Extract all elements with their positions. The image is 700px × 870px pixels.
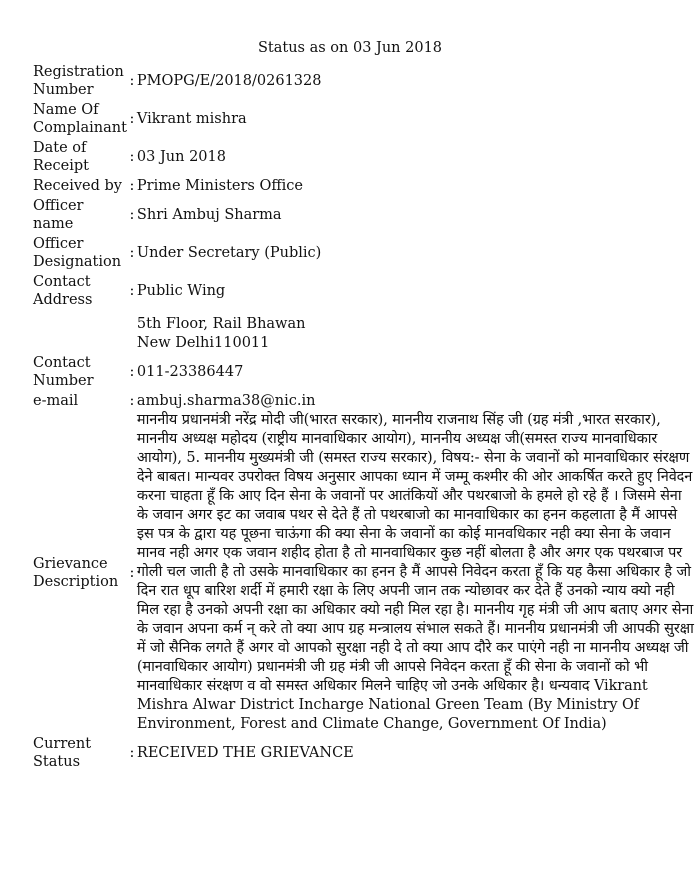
separator: : [129,564,135,581]
separator: : [129,364,135,380]
separator: : [129,283,135,299]
value-email: ambuj.sharma38@nic.in [136,392,316,409]
separator: : [129,207,135,223]
label-contact-address: Contact Address [33,274,93,308]
value-grievance-description: माननीय प्रधानमंत्री नरेंद्र मोदी जी(भारत सरकार), माननीय राजनाथ सिंह जी (ग्रह मंत्री ,भारत सरकार), माननीय अध्यक्ष महोदय (राष्ट्रीय मानवाधिकार आयोग), माननीय अध्यक्ष जी(समस्त राज्य मानवाधिकार आयोग), 5. माननीय मुख्यमंत्री जी (समस्त राज्य सरकार), विषय:- सेना के जवानों को मानवाधिकार संरक्षण देने बाबत। मान्यवर उपरोक्त विषय अनुसार आपका ध्यान में जम्मू कश्मीर की ओर आकर्षित करते हुए निवेदन करना चाहता हूँ कि आए दिन सेना के जवानों पर आतंकियों और पथरबाजो के हमले हो रहे हैं । जिसमे सेना के जवान अगर इट का जवाब पथर से देते हैं तो पथरबाजो का मानवाधिकार का हनन कहलाता है मैं आपसे इस पत्र के द्वारा यह पूछना चाऊंगा की क्या सेना के जवानों का कोई मानवधिकार नही क्या सेना के जवान मानव नही अगर एक जवान शहीद होता है तो मानवाधिकार कुछ नहीं बोलता है और अगर एक पथरबाज पर गोली चल जाती है तो उसके मानवाधिकार का हनन है मैं आपसे निवेदन करता हूँ कि यह कैसा अधिकार है जो दिन रात धूप बारिश शर्दी में हमारी रक्षा के लिए अपनी जान तक न्योछावर कर देते हैं उनको न्याय क्यो नही मिल रहा है उनको अपनी रक्षा का अधिकार क्यो नही मिल रहा है। माननीय गृह मंत्री जी आप बताए अगर सेना के जवान अपना कर्म न् करे तो क्या आप ग्रह मन्त्रालय संभाल सकते हैं। माननीय प्रधानमंत्री जी आपकी सुरक्षा में जो सैनिक लगते हैं अगर वो आपको सुरक्षा नही दे तो क्या आप दौरे कर पाएंगे नही ना माननीय अध्यक्ष जी (मानवाधिकार आयोग) प्रधानमंत्री जी ग्रह मंत्री जी आपसे निवेदन करता हूँ की सेना के जवानों को भी मानवाधिकार संरक्षण व वो समस्त अधिकार मिलने चाहिए जो उनके अधिकार है। धन्यवाद Vikrant Mishra Alwar District Incharge National Green Team (By Ministry Of Environment, Forest and Climate Change, Government Of India) [136,412,694,732]
grievance-details-table [30,62,695,772]
separator: : [129,245,135,261]
value-registration-number: PMOPG/E/2018/0261328 [136,72,322,89]
separator: : [129,149,135,165]
value-contact-address-line2: 5th Floor, Rail Bhawan [136,316,306,332]
row-date-of-receipt [30,138,695,176]
row-registration-number [30,62,695,100]
status-title: Status as on 03 Jun 2018 [257,40,443,56]
row-current-status [30,734,695,772]
separator: : [129,745,135,761]
value-contact-number: 011-23386447 [136,363,244,380]
separator: : [129,111,135,127]
value-received-by: Prime Ministers Office [136,177,304,194]
label-email: e-mail [33,393,79,409]
label-current-status: Current Status [33,736,92,770]
row-email [30,391,695,411]
row-contact-address [30,272,695,310]
value-contact-address-rest [137,310,695,353]
value-officer-designation: Under Secretary (Public) [136,244,322,261]
value-officer-name: Shri Ambuj Sharma [136,206,282,223]
value-name-of-complainant: Vikrant mishra [136,110,247,127]
row-name-of-complainant [30,100,695,138]
separator: : [129,73,135,89]
label-received-by: Received by [33,178,122,194]
row-officer-name [30,196,695,234]
value-date-of-receipt: 03 Jun 2018 [136,148,226,165]
value-current-status: RECEIVED THE GRIEVANCE [136,744,354,761]
value-contact-address-line3: New Delhi110011 [136,335,270,351]
label-officer-designation: Officer Designation [33,236,122,270]
row-contact-number [30,353,695,391]
separator: : [129,393,135,409]
label-date-of-receipt: Date of Receipt [33,140,89,174]
label-grievance-description: Grievance Description [33,555,119,590]
row-contact-address-cont [30,310,695,353]
label-officer-name: Officer name [33,198,84,232]
label-contact-number: Contact Number [33,355,94,389]
separator: : [129,178,135,194]
label-name-of-complainant: Name Of Complainant [33,102,127,136]
label-registration-number: Registration Number [33,64,124,98]
row-grievance-description [30,411,695,734]
row-received-by [30,176,695,196]
row-officer-designation [30,234,695,272]
value-contact-address-line1: Public Wing [136,282,226,299]
